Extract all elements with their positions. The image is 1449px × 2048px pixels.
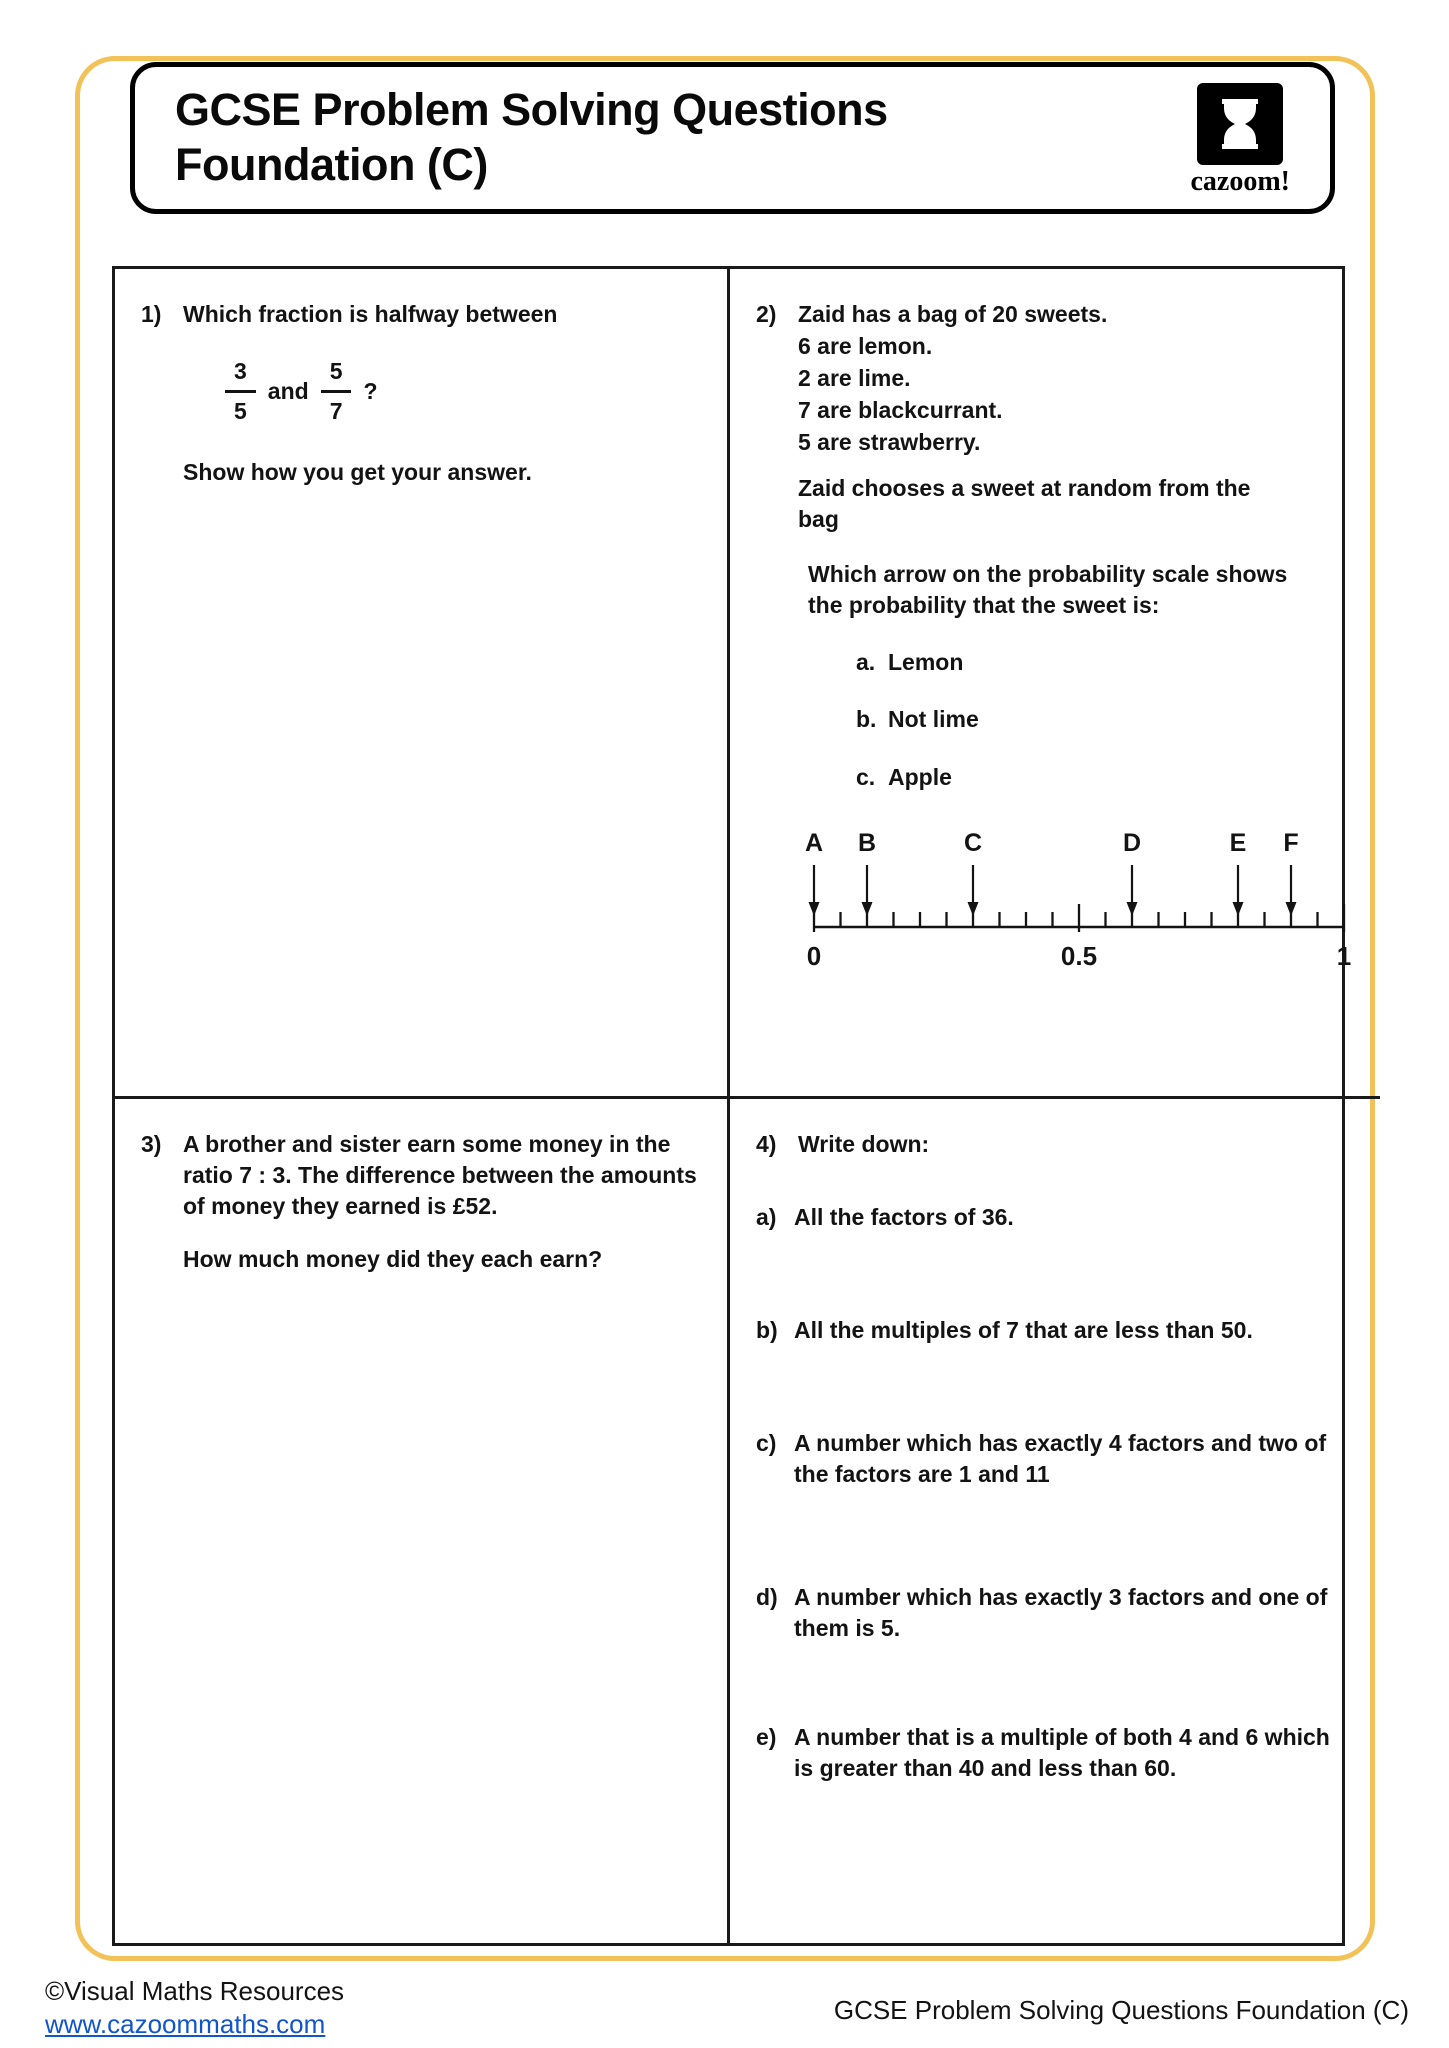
svg-text:F: F [1283, 828, 1299, 857]
item-d: d) A number which has exactly 3 factors and one of them is 5. [756, 1584, 1328, 1642]
svg-text:A: A [804, 828, 824, 857]
question-1-intro: Which fraction is halfway between [183, 301, 558, 327]
question-1-number: 1) [141, 301, 162, 327]
lemon-line: 6 are lemon. [798, 333, 933, 360]
option-b: b. Not lime [856, 706, 979, 733]
question-2-sweet-lines [798, 299, 1107, 459]
question-2-options [856, 647, 1356, 792]
question-2-number: 2) [756, 301, 777, 327]
questions-grid [112, 266, 1352, 1946]
footer-right-text: GCSE Problem Solving Questions Foundation (C) [833, 1995, 1409, 2025]
blackcurrant-line: 7 are blackcurrant. [798, 397, 1003, 424]
question-2 [730, 269, 1380, 1099]
question-3-number: 3) [141, 1131, 162, 1157]
cazoom-logo [1190, 83, 1290, 198]
probability-scale-wrap [796, 827, 1356, 987]
question-4-number: 4) [756, 1131, 777, 1157]
fraction-three-fifths: $\frac{3}{5}$ [225, 356, 256, 427]
lime-line: 2 are lime. [798, 365, 911, 392]
conjunction-and: and [267, 378, 309, 405]
title-line-2: Foundation (C) [175, 139, 488, 190]
svg-text:E: E [1229, 828, 1247, 857]
svg-text:0: 0 [806, 940, 822, 971]
page-title [175, 83, 888, 193]
question-4-intro: Write down: [798, 1131, 930, 1157]
header-box [130, 62, 1335, 214]
question-3-body: A brother and sister earn some money in the ratio 7 : 3. The difference between the amounts of money they earned is £52. [183, 1131, 697, 1220]
question-2-chooses: Zaid chooses a sweet at random from the bag [798, 475, 1251, 533]
sweets-total-line: Zaid has a bag of 20 sweets. [798, 301, 1108, 327]
svg-text:D: D [1122, 828, 1142, 857]
svg-text:C: C [963, 828, 983, 857]
footer [45, 1975, 1409, 2040]
svg-text:0.5: 0.5 [1060, 940, 1098, 971]
question-1 [115, 269, 730, 1099]
question-4-items [756, 1202, 1356, 1784]
website-link[interactable]: www.cazoommaths.com [45, 2008, 326, 2039]
hourglass-icon [1197, 83, 1283, 165]
question-1-fractions [225, 356, 703, 427]
svg-text:B: B [857, 828, 877, 857]
item-e: e) A number that is a multiple of both 4 and 6 which is greater than 40 and less than 60. [756, 1724, 1330, 1782]
item-c: c) A number which has exactly 4 factors and two of the factors are 1 and 11 [756, 1430, 1327, 1488]
option-c: c. Apple [856, 763, 952, 790]
probability-scale [796, 827, 1356, 979]
option-a: a. Lemon [856, 649, 964, 676]
question-mark: ? [363, 378, 378, 405]
item-b: b) All the multiples of 7 that are less than 50. [756, 1317, 1253, 1344]
item-a: a) All the factors of 36. [756, 1204, 1014, 1231]
question-2-prompt: Which arrow on the probability scale shows the probability that the sweet is: [808, 561, 1288, 619]
question-1-instruction: Show how you get your answer. [183, 459, 532, 486]
svg-text:1: 1 [1336, 940, 1352, 971]
question-4 [730, 1099, 1380, 1943]
title-line-1: GCSE Problem Solving Questions [175, 84, 888, 136]
logo-text: cazoom! [1190, 165, 1290, 197]
question-3-question: How much money did they each earn? [183, 1246, 603, 1273]
question-3 [115, 1099, 730, 1943]
strawberry-line: 5 are strawberry. [798, 429, 981, 456]
copyright-text: ©Visual Maths Resources [45, 1976, 345, 2006]
fraction-five-sevenths: $\frac{5}{7}$ [321, 356, 352, 427]
footer-left [45, 1975, 344, 2040]
